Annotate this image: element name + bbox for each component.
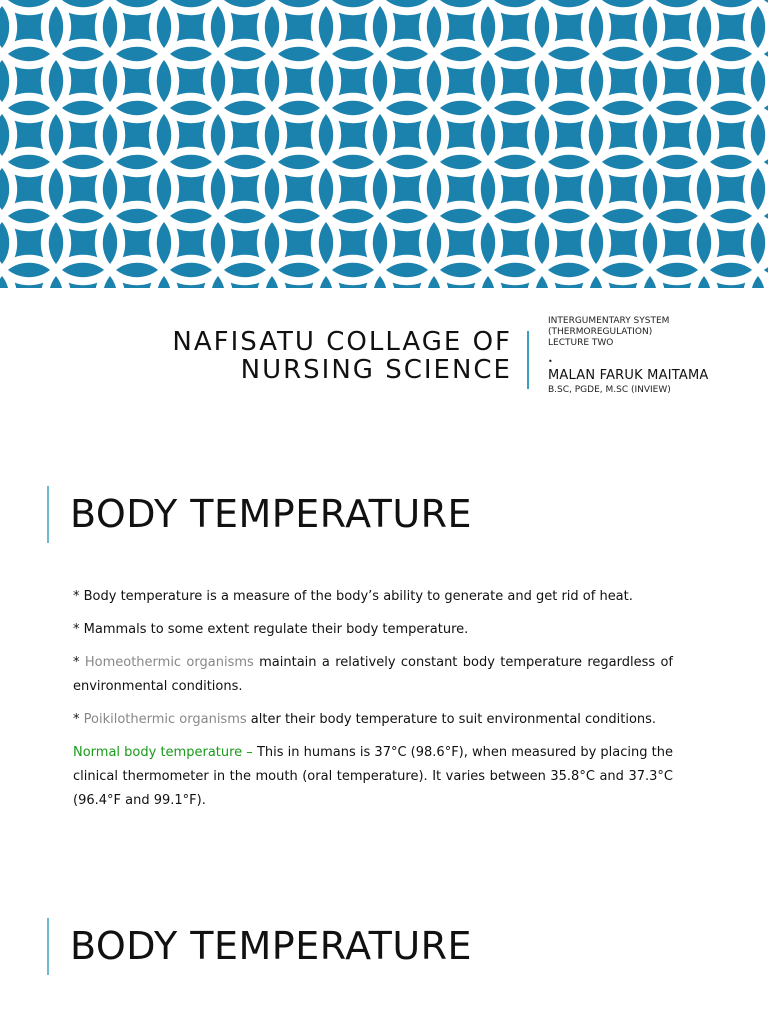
section-heading: BODY TEMPERATURE <box>70 924 473 968</box>
author-name: MALAN FARUK MAITAMA <box>548 368 709 383</box>
paragraph-definition: * Body temperature is a measure of the body’s ability to generate and get rid of heat. <box>73 589 633 604</box>
section-heading: BODY TEMPERATURE <box>70 492 473 536</box>
poikilothermic-description: alter their body temperature to suit environmental conditions. <box>246 712 657 727</box>
bullet-marker: • <box>548 357 553 366</box>
heading-accent-bar <box>47 486 49 543</box>
circle-lattice-pattern <box>0 0 768 288</box>
paragraph-poikilothermic <box>73 708 673 732</box>
college-title-line1: NAFISATU COLLAGE OF <box>172 327 512 357</box>
content-body <box>73 585 673 822</box>
paragraph-mammals: * Mammals to some extent regulate their body temperature. <box>73 622 469 637</box>
term-homeothermic: Homeothermic organisms <box>84 655 254 670</box>
heading-accent-bar <box>47 918 49 975</box>
college-title <box>172 328 512 384</box>
lecture-info <box>548 316 763 396</box>
decorative-pattern-banner <box>0 0 768 288</box>
course-title: INTERGUMENTARY SYSTEM (THERMOREGULATION) LECTURE TWO <box>548 316 670 348</box>
bullet-prefix: * <box>73 712 84 727</box>
normal-temperature-description: This in humans is 37°C (98.6°F), when measured by placing the clinical thermometer in the mouth (oral temperature). It varies between 35.8°C and 37.3°C (96.4°F and 99.1°F). <box>73 745 673 808</box>
paragraph-normal-temperature <box>73 741 673 813</box>
paragraph-homeothermic <box>73 651 673 699</box>
author-credentials: B.SC, PGDE, M.SC (INVIEW) <box>548 385 671 395</box>
homeothermic-description: maintain a relatively constant body temperature regardless of environmental conditions. <box>73 655 673 694</box>
term-normal-temperature: Normal body temperature – <box>73 745 253 760</box>
bullet-prefix: * <box>73 655 85 670</box>
title-divider <box>527 331 529 389</box>
college-title-line2: NURSING SCIENCE <box>240 355 512 385</box>
term-poikilothermic: Poikilothermic organisms <box>83 712 247 727</box>
